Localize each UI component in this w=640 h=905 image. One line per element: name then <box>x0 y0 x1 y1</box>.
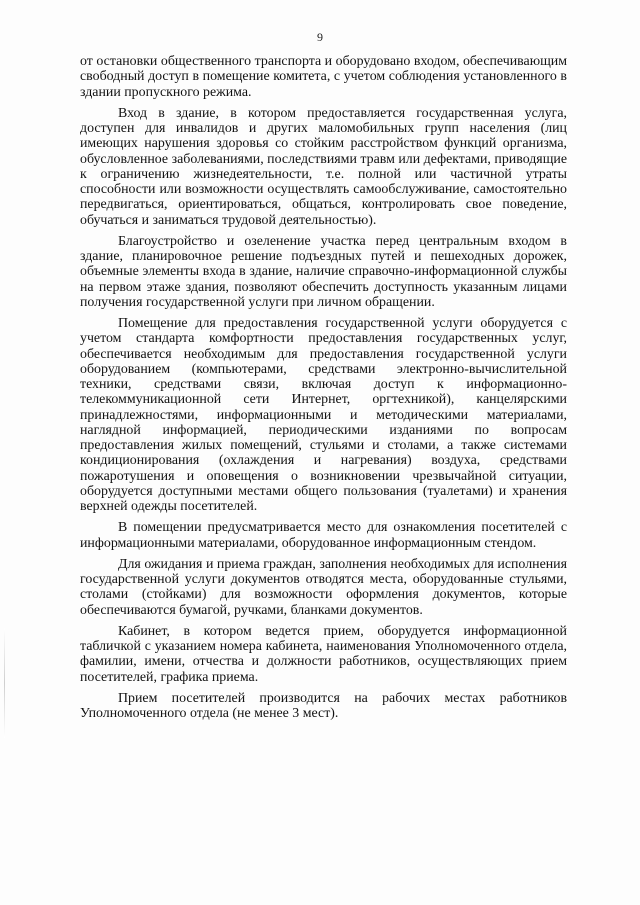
page-number: 9 <box>317 30 323 44</box>
paragraph-premises-equipment: Помещение для предоставления государственной услуги оборудуется с учетом стандарта комфортности предоставления государственных услуг, обеспечивается необходимым для предоставления государственной услуги оборудованием (компьютерами, средствами электронно-вычислительной техники, средствами связи, включая доступ к информационно-телекоммуникационной сети Интернет, оргтехникой), канцелярскими принадлежностями, информационными и методическими материалами, наглядной информацией, периодическими изданиями по вопросам предоставления жилых помещений, стульями и столами, а также системами кондиционирования (охлаждения и нагревания) воздуха, средствами пожаротушения и оповещения о возникновении чрезвычайной ситуации, оборудуется доступными местами общего пользования (туалетами) и хранения верхней одежды посетителей. <box>80 316 567 514</box>
document-body <box>80 54 567 727</box>
paragraph-continuation: от остановки общественного транспорта и оборудовано входом, обеспечивающим свободный доступ в помещение комитета, с учетом соблюдения установленного в здании пропускного режима. <box>80 54 567 100</box>
scan-edge-mark <box>4 628 5 738</box>
paragraph-information-place: В помещении предусматривается место для ознакомления посетителей с информационными материалами, оборудованное информационным стендом. <box>80 520 567 551</box>
paragraph-office-sign: Кабинет, в котором ведется прием, оборудуется информационной табличкой с указанием номера кабинета, наименования Уполномоченного отдела, фамилии, имени, отчества и должности работников, осуществляющих прием посетителей, графика приема. <box>80 623 567 685</box>
paragraph-waiting-area: Для ожидания и приема граждан, заполнения необходимых для исполнения государственной услуги документов отводятся места, оборудованные стульями, столами (стойками) для возможности оформления документов, которые обеспечиваются бумагой, ручками, бланками документов. <box>80 556 567 618</box>
paragraph-landscaping: Благоустройство и озеленение участка перед центральным входом в здание, планировочное решение подъездных путей и пешеходных дорожек, объемные элементы входа в здание, наличие справочно-информационной службы на первом этаже здания, позволяют обеспечить доступность указанным лицами получения государственной услуги при личном обращении. <box>80 233 567 310</box>
paragraph-building-entrance: Вход в здание, в котором предоставляется государственная услуга, доступен для инвалидов и других маломобильных групп населения (лиц имеющих нарушения здоровья со стойким расстройством функций организма, обусловленное заболеваниями, последствиями травм или дефектами, приводящие к ограничению жизнедеятельности, т.е. полной или частичной утраты способности или возможности осуществлять самообслуживание, самостоятельно передвигаться, ориентироваться, общаться, контролировать свое поведение, обучаться и заниматься трудовой деятельностью). <box>80 105 567 228</box>
paragraph-reception-places: Прием посетителей производится на рабочих местах работников Уполномоченного отдела (не менее 3 мест). <box>80 690 567 721</box>
